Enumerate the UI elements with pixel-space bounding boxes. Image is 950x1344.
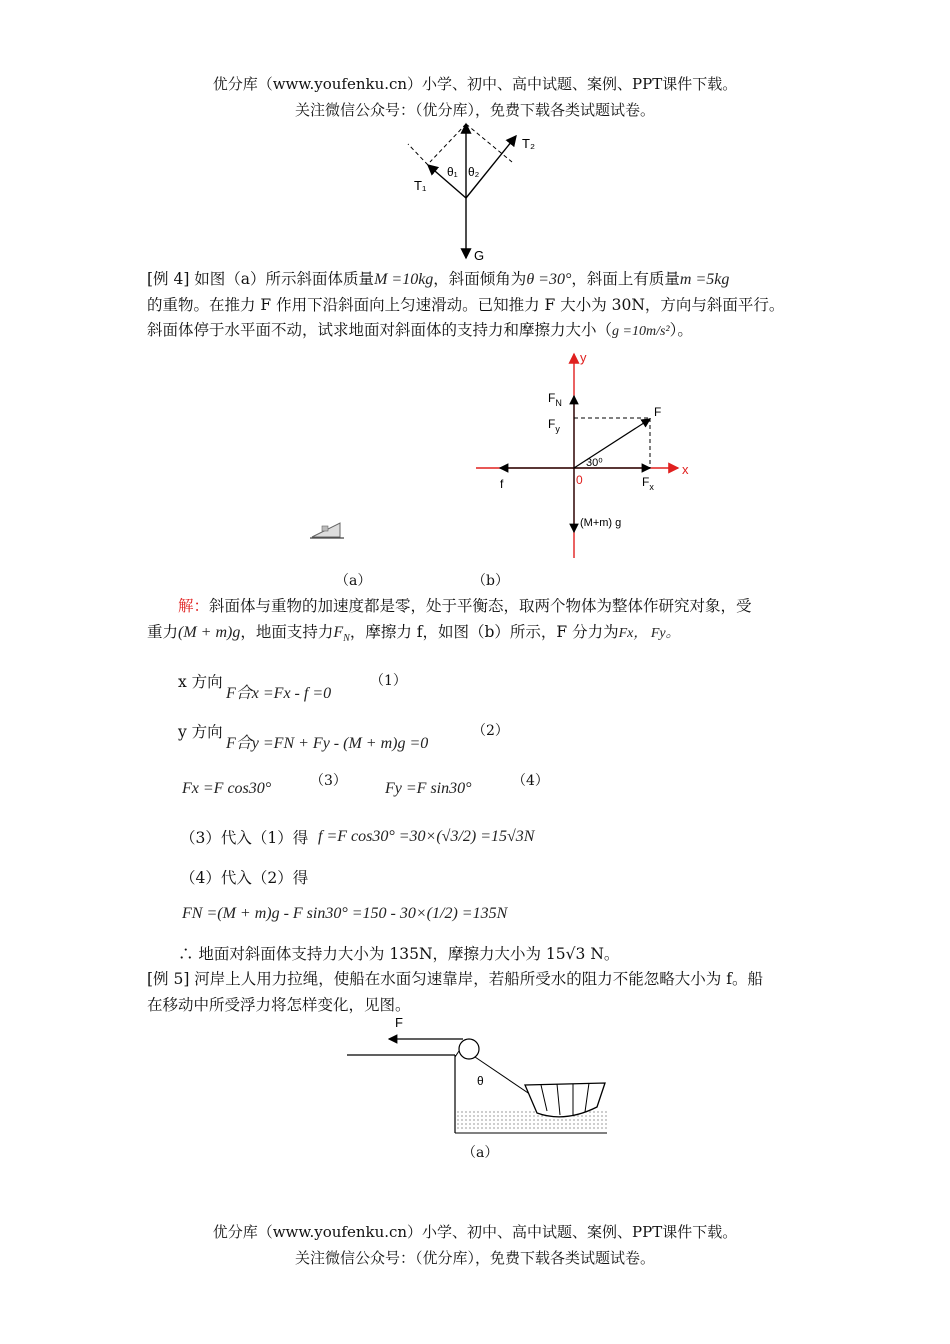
example4-line-2: 的重物。在推力 F 作用下沿斜面向上匀速滑动。已知推力 F 大小为 30N，方向与斜面平行。 — [147, 296, 785, 314]
x-direction-label: x 方向 — [178, 673, 223, 691]
example5-line-1: [例 5] 河岸上人用力拉绳，使船在水面匀速靠岸，若船所受水的阻力不能忽略大小为 f。船 — [147, 970, 763, 988]
footer-line-1: 优分库（www.youfenku.cn）小学、初中、高中试题、案例、PPT课件下载。 — [212, 1223, 738, 1241]
equation-6: FN =(M + m)g - F sin30° =150 - 30×(1/2) =135N — [182, 905, 508, 922]
f-arrow-label: F — [654, 405, 662, 419]
theta2-label: θ₂ — [468, 165, 480, 179]
theta1-label: θ₁ — [447, 165, 458, 179]
theta-label: θ — [477, 1074, 484, 1088]
pull-force-label: F — [395, 1015, 403, 1030]
t2-label: T₂ — [522, 136, 535, 151]
fn-label: $F_N$ — [548, 391, 562, 408]
equation-2: F合y =FN + Fy - (M + m)g =0 — [226, 735, 429, 752]
y-axis-label: y — [580, 350, 587, 365]
fx-label: $F_x$ — [642, 475, 654, 492]
example4-line-1: [例 4] 如图（a）所示斜面体质量M =10kg，斜面倾角为θ =30°，斜面上有质量m =5kg — [147, 270, 730, 288]
equation-3-number: （3） — [310, 773, 347, 789]
footer-line-2: 关注微信公众号：（优分库），免费下载各类试题试卷。 — [294, 1249, 655, 1267]
g-label: G — [474, 248, 485, 263]
angle-label: 30⁰ — [586, 457, 603, 469]
header-line-1: 优分库（www.youfenku.cn）小学、初中、高中试题、案例、PPT课件下载。 — [212, 75, 738, 93]
caption-b: （b） — [472, 573, 509, 589]
caption-a: （a） — [335, 573, 372, 589]
solution-line-2: 重力(M + m)g，地面支持力$F_N$，摩擦力 f，如图（b）所示，F 分力为Fx， Fy。 — [147, 623, 680, 645]
conclusion: ∴ 地面对斜面体支持力大小为 135N，摩擦力大小为 15√3 N。 — [178, 945, 620, 963]
caption-boat: （a） — [462, 1145, 499, 1161]
x-axis-label: x — [682, 462, 689, 477]
equation-1-number: （1） — [370, 673, 407, 689]
weight-label: (M+m) g — [580, 517, 622, 529]
fy-label: $F_y$ — [548, 417, 560, 434]
origin-label: 0 — [576, 473, 583, 487]
equation-5: f =F cos30° =30×(√3/2) =15√3N — [318, 828, 535, 845]
incline-figure-a — [308, 515, 348, 543]
solution-line-1: 解：斜面体与重物的加速度都是零，处于平衡态，取两个物体为整体作研究对象，受 — [178, 597, 752, 615]
example5-line-2: 在移动中所受浮力将怎样变化，见图。 — [147, 996, 411, 1014]
substitution-2: （4）代入（2）得 — [180, 869, 309, 887]
y-direction-label: y 方向 — [178, 723, 223, 741]
boat-pulley-figure — [345, 1015, 615, 1140]
t1-label: T₁ — [414, 178, 427, 193]
header-line-2: 关注微信公众号：（优分库），免费下载各类试题试卷。 — [294, 101, 655, 119]
tension-force-diagram — [400, 118, 560, 266]
substitution-1: （3）代入（1）得 — [180, 829, 309, 847]
equation-4: Fy =F sin30° — [385, 780, 472, 797]
force-axes-figure-b — [470, 348, 710, 563]
equation-3: Fx =F cos30° — [182, 780, 272, 797]
equation-4-number: （4） — [512, 773, 549, 789]
equation-1: F合x =Fx - f =0 — [226, 685, 332, 702]
friction-label: f — [500, 477, 504, 491]
example4-line-3: 斜面体停于水平面不动，试求地面对斜面体的支持力和摩擦力大小（g =10m/s²）。 — [147, 321, 693, 339]
equation-2-number: （2） — [472, 723, 509, 739]
